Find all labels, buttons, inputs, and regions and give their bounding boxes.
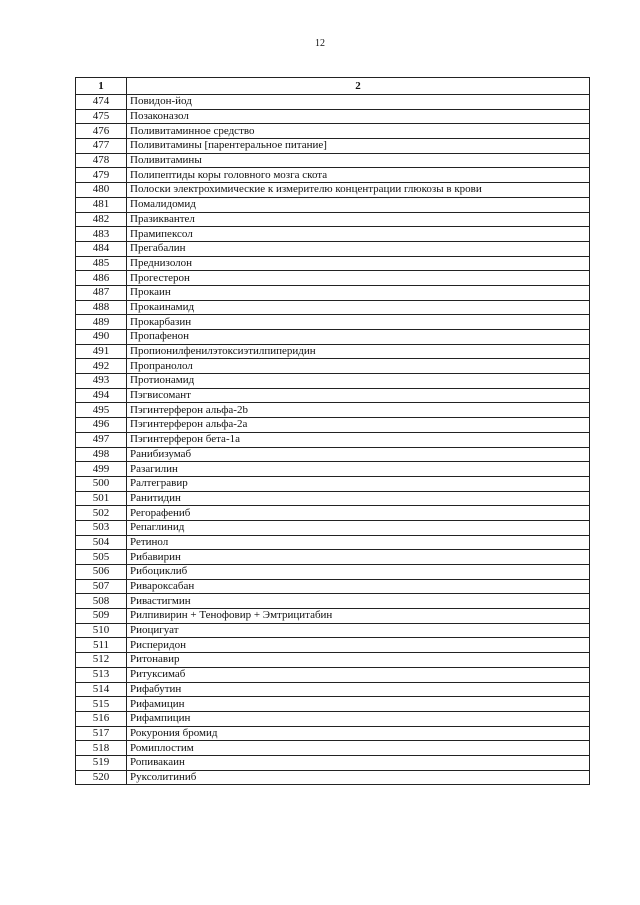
medicine-name: Ранитидин xyxy=(127,491,590,506)
row-number: 514 xyxy=(76,682,127,697)
medicine-name: Пропранолол xyxy=(127,359,590,374)
table-row xyxy=(76,447,590,462)
medicine-name: Рисперидон xyxy=(127,638,590,653)
row-number: 519 xyxy=(76,755,127,770)
table-row xyxy=(76,403,590,418)
medicine-name: Поливитамины [парентеральное питание] xyxy=(127,139,590,154)
medicine-name: Пропионилфенилэтоксиэтилпиперидин xyxy=(127,344,590,359)
table-row xyxy=(76,579,590,594)
row-number: 520 xyxy=(76,770,127,785)
row-number: 504 xyxy=(76,535,127,550)
row-number: 481 xyxy=(76,197,127,212)
table-row xyxy=(76,520,590,535)
table-row xyxy=(76,212,590,227)
table-row xyxy=(76,623,590,638)
table-row xyxy=(76,682,590,697)
row-number: 513 xyxy=(76,667,127,682)
medicine-name: Регорафениб xyxy=(127,506,590,521)
row-number: 479 xyxy=(76,168,127,183)
medicine-name: Ривароксабан xyxy=(127,579,590,594)
table-row xyxy=(76,653,590,668)
table-row xyxy=(76,374,590,389)
medicine-name: Прокарбазин xyxy=(127,315,590,330)
table-row xyxy=(76,344,590,359)
table-row xyxy=(76,535,590,550)
row-number: 478 xyxy=(76,153,127,168)
row-number: 518 xyxy=(76,741,127,756)
row-number: 475 xyxy=(76,109,127,124)
medicine-name: Пэгинтерферон альфа-2а xyxy=(127,418,590,433)
table-row xyxy=(76,256,590,271)
row-number: 508 xyxy=(76,594,127,609)
table-row xyxy=(76,285,590,300)
medicine-name: Помалидомид xyxy=(127,197,590,212)
row-number: 495 xyxy=(76,403,127,418)
row-number: 507 xyxy=(76,579,127,594)
medicine-name: Рокурония бромид xyxy=(127,726,590,741)
medicine-name: Прогестерон xyxy=(127,271,590,286)
row-number: 517 xyxy=(76,726,127,741)
table-row xyxy=(76,197,590,212)
row-number: 494 xyxy=(76,388,127,403)
table-row xyxy=(76,183,590,198)
medicine-name: Ретинол xyxy=(127,535,590,550)
row-number: 500 xyxy=(76,476,127,491)
medicine-name: Пэгвисомант xyxy=(127,388,590,403)
table-row xyxy=(76,609,590,624)
page-number: 12 xyxy=(315,38,325,49)
row-number: 490 xyxy=(76,330,127,345)
table-row xyxy=(76,153,590,168)
row-number: 489 xyxy=(76,315,127,330)
medicine-name: Пэгинтерферон бета-1а xyxy=(127,432,590,447)
medicine-name: Репаглинид xyxy=(127,520,590,535)
medicine-name: Протионамид xyxy=(127,374,590,389)
row-number: 474 xyxy=(76,95,127,110)
table-row xyxy=(76,315,590,330)
medicine-name: Ралтегравир xyxy=(127,476,590,491)
medicine-name: Повидон-йод xyxy=(127,95,590,110)
medicine-name: Прокаин xyxy=(127,285,590,300)
medicine-name: Преднизолон xyxy=(127,256,590,271)
table-row xyxy=(76,506,590,521)
row-number: 510 xyxy=(76,623,127,638)
medicine-name: Поливитаминное средство xyxy=(127,124,590,139)
medicine-name: Поливитамины xyxy=(127,153,590,168)
table-row xyxy=(76,741,590,756)
table-header xyxy=(76,78,590,95)
medicine-name: Прокаинамид xyxy=(127,300,590,315)
row-number: 503 xyxy=(76,520,127,535)
row-number: 477 xyxy=(76,139,127,154)
table-row xyxy=(76,462,590,477)
medicine-name: Риоцигуат xyxy=(127,623,590,638)
row-number: 511 xyxy=(76,638,127,653)
medicine-name: Прамипексол xyxy=(127,227,590,242)
medicine-name: Пропафенон xyxy=(127,330,590,345)
row-number: 509 xyxy=(76,609,127,624)
medicine-name: Рифампицин xyxy=(127,711,590,726)
table-row xyxy=(76,638,590,653)
header-col-number: 1 xyxy=(76,78,127,95)
medicine-name: Пэгинтерферон альфа-2b xyxy=(127,403,590,418)
table-row xyxy=(76,227,590,242)
table-row xyxy=(76,476,590,491)
table-row xyxy=(76,697,590,712)
table-row xyxy=(76,300,590,315)
table-row xyxy=(76,565,590,580)
table-row xyxy=(76,770,590,785)
medicine-name: Ранибизумаб xyxy=(127,447,590,462)
table-row xyxy=(76,124,590,139)
row-number: 497 xyxy=(76,432,127,447)
medicine-name: Ропивакаин xyxy=(127,755,590,770)
medicine-name: Празиквантел xyxy=(127,212,590,227)
row-number: 499 xyxy=(76,462,127,477)
table-row xyxy=(76,711,590,726)
row-number: 491 xyxy=(76,344,127,359)
row-number: 492 xyxy=(76,359,127,374)
table-row xyxy=(76,330,590,345)
medicine-name: Рибоциклиб xyxy=(127,565,590,580)
row-number: 496 xyxy=(76,418,127,433)
medicine-name: Полипептиды коры головного мозга скота xyxy=(127,168,590,183)
table-body xyxy=(76,95,590,785)
row-number: 512 xyxy=(76,653,127,668)
row-number: 482 xyxy=(76,212,127,227)
table-row xyxy=(76,388,590,403)
row-number: 515 xyxy=(76,697,127,712)
medicine-name: Ромиплостим xyxy=(127,741,590,756)
medicine-name: Рифамицин xyxy=(127,697,590,712)
medicine-name: Рилпивирин + Тенофовир + Эмтрицитабин xyxy=(127,609,590,624)
row-number: 485 xyxy=(76,256,127,271)
row-number: 501 xyxy=(76,491,127,506)
table-row xyxy=(76,168,590,183)
row-number: 488 xyxy=(76,300,127,315)
medicine-name: Ритонавир xyxy=(127,653,590,668)
row-number: 502 xyxy=(76,506,127,521)
medicine-name: Полоски электрохимические к измерителю концентрации глюкозы в крови xyxy=(127,183,590,198)
table-row xyxy=(76,550,590,565)
medicines-table xyxy=(75,77,590,785)
row-number: 486 xyxy=(76,271,127,286)
medicine-name: Ритуксимаб xyxy=(127,667,590,682)
row-number: 506 xyxy=(76,565,127,580)
table-row xyxy=(76,271,590,286)
table-row xyxy=(76,139,590,154)
row-number: 484 xyxy=(76,241,127,256)
row-number: 483 xyxy=(76,227,127,242)
row-number: 480 xyxy=(76,183,127,198)
table-row xyxy=(76,726,590,741)
table-row xyxy=(76,432,590,447)
medicine-name: Рибавирин xyxy=(127,550,590,565)
medicine-name: Ривастигмин xyxy=(127,594,590,609)
medicine-name: Рифабутин xyxy=(127,682,590,697)
table-row xyxy=(76,241,590,256)
medicine-name: Разагилин xyxy=(127,462,590,477)
row-number: 516 xyxy=(76,711,127,726)
header-row xyxy=(76,78,590,95)
table-row xyxy=(76,594,590,609)
table-row xyxy=(76,667,590,682)
medicine-name: Руксолитиниб xyxy=(127,770,590,785)
table-row xyxy=(76,418,590,433)
medicine-name: Прегабалин xyxy=(127,241,590,256)
table-row xyxy=(76,109,590,124)
medicine-name: Позаконазол xyxy=(127,109,590,124)
table-row xyxy=(76,359,590,374)
row-number: 493 xyxy=(76,374,127,389)
row-number: 476 xyxy=(76,124,127,139)
table-row xyxy=(76,491,590,506)
row-number: 498 xyxy=(76,447,127,462)
row-number: 505 xyxy=(76,550,127,565)
header-col-name: 2 xyxy=(127,78,590,95)
table-row xyxy=(76,755,590,770)
table-row xyxy=(76,95,590,110)
row-number: 487 xyxy=(76,285,127,300)
